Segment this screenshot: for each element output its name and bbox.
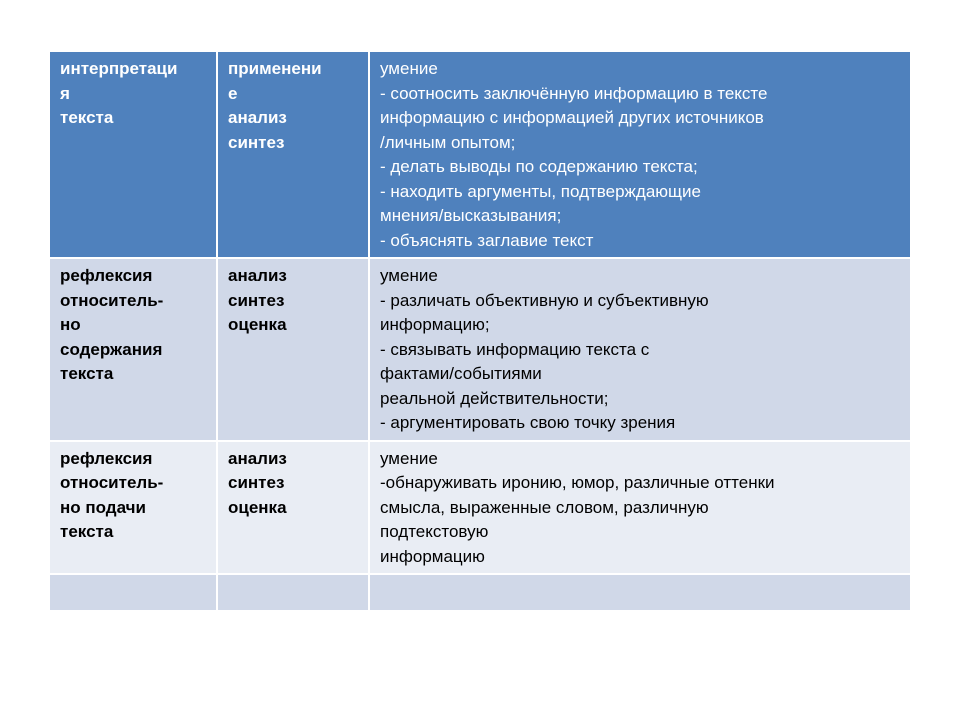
cell-text: оценка [228, 315, 287, 334]
cell-text: информацию [380, 546, 485, 566]
cell-skills [369, 441, 911, 575]
cell-text: текста [60, 364, 114, 383]
cell-competency [49, 441, 217, 575]
cell-text: -обнаруживать иронию, юмор, различные оттенки [380, 473, 775, 492]
cell-text: - объяснять заглавие текст [380, 230, 594, 250]
cell-text: но [60, 315, 81, 334]
cell-text: - связывать информацию текста с [380, 339, 650, 359]
cell-text: содержания [60, 339, 163, 359]
cell-text: реальной действительности; [380, 388, 609, 408]
cell-text: умение [380, 448, 438, 468]
cell-operations [217, 258, 369, 441]
table-row-empty [49, 574, 911, 611]
cell-text: информацию с информацией других источников [380, 108, 764, 127]
cell-text: синтез [228, 132, 285, 152]
cell-competency [49, 51, 217, 258]
cell-text: интерпретаци [60, 59, 178, 78]
cell-text: информацию; [380, 315, 490, 334]
cell-text: мнения/высказывания; [380, 206, 562, 225]
cell-text: анализ [228, 108, 287, 127]
cell-text: но подачи [60, 497, 146, 517]
cell-skills [369, 258, 911, 441]
cell-text: - делать выводы по содержанию текста; [380, 157, 698, 176]
cell-competency [49, 258, 217, 441]
cell-text: текста [60, 522, 114, 541]
table-row [49, 441, 911, 575]
cell-empty [369, 574, 911, 611]
cell-text: е [228, 83, 238, 103]
cell-text: относитель- [60, 473, 164, 492]
cell-text: синтез [228, 290, 285, 310]
cell-text: текста [60, 108, 114, 127]
table-row [49, 51, 911, 258]
cell-operations [217, 51, 369, 258]
cell-text: - различать объективную и субъективную [380, 290, 709, 310]
competency-table [48, 50, 912, 612]
cell-empty [49, 574, 217, 611]
cell-text: умение [380, 266, 438, 285]
cell-text: я [60, 83, 70, 103]
cell-text: оценка [228, 497, 287, 517]
cell-text: - находить аргументы, подтверждающие [380, 181, 701, 201]
cell-text: подтекстовую [380, 522, 489, 541]
cell-skills [369, 51, 911, 258]
cell-text: анализ [228, 448, 287, 468]
cell-text: анализ [228, 266, 287, 285]
cell-text: умение [380, 59, 438, 78]
cell-text: рефлексия [60, 266, 153, 285]
cell-text: смысла, выраженные словом, различную [380, 497, 709, 517]
table-row [49, 258, 911, 441]
cell-text: синтез [228, 473, 285, 492]
cell-empty [217, 574, 369, 611]
cell-text: - аргументировать свою точку зрения [380, 413, 676, 432]
cell-text: рефлексия [60, 448, 153, 468]
cell-text: фактами/событиями [380, 364, 542, 383]
cell-text: применени [228, 59, 322, 78]
cell-text: /личным опытом; [380, 132, 516, 152]
cell-operations [217, 441, 369, 575]
cell-text: - соотносить заключённую информацию в тексте [380, 83, 768, 103]
cell-text: относитель- [60, 290, 164, 310]
